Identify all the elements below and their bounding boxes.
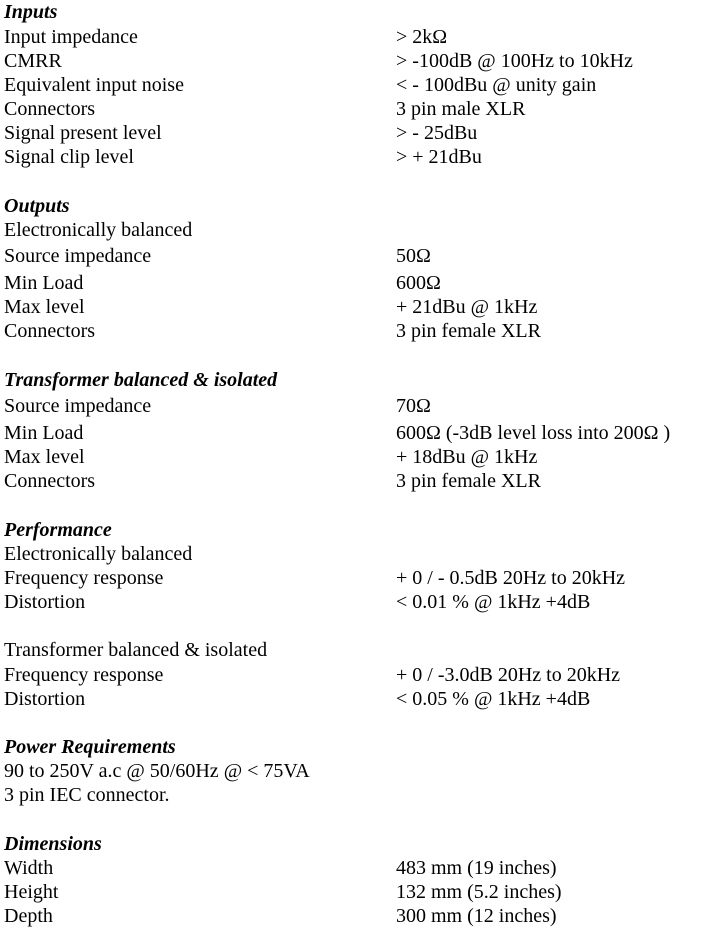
spec-value: > -100dB @ 100Hz to 10kHz: [396, 50, 633, 72]
spec-label: Max level: [4, 446, 85, 468]
spec-label: Source impedance: [4, 245, 152, 267]
spec-value: < - 100dBu @ unity gain: [396, 74, 597, 96]
spec-label: Equivalent input noise: [4, 74, 184, 96]
spec-value: 3 pin female XLR: [396, 320, 541, 342]
spec-label: Connectors: [4, 470, 96, 492]
spec-label: Depth: [4, 905, 53, 927]
performance-electronic-subheading: Electronically balanced: [4, 543, 193, 565]
dimensions-heading: Dimensions: [4, 833, 102, 855]
spec-label: CMRR: [4, 50, 62, 72]
spec-value: 50Ω: [396, 245, 431, 267]
spec-label: Min Load: [4, 272, 84, 294]
performance-heading: Performance: [4, 519, 112, 541]
spec-label: Frequency response: [4, 664, 164, 686]
spec-label: Input impedance: [4, 26, 138, 48]
spec-label: Frequency response: [4, 567, 164, 589]
spec-value: 3 pin male XLR: [396, 98, 526, 120]
spec-value: < 0.01 % @ 1kHz +4dB: [396, 591, 591, 613]
spec-label: Height: [4, 881, 59, 903]
power-line: 3 pin IEC connector.: [4, 784, 170, 806]
spec-label: Signal clip level: [4, 146, 134, 168]
outputs-heading: Outputs: [4, 195, 70, 217]
spec-value: 483 mm (19 inches): [396, 857, 557, 879]
spec-label: Distortion: [4, 688, 86, 710]
spec-value: > + 21dBu: [396, 146, 482, 168]
spec-value: 3 pin female XLR: [396, 470, 541, 492]
performance-transformer-subheading: Transformer balanced & isolated: [4, 639, 268, 661]
spec-label: Source impedance: [4, 395, 152, 417]
power-line: 90 to 250V a.c @ 50/60Hz @ < 75VA: [4, 760, 310, 782]
spec-value: > - 25dBu: [396, 122, 478, 144]
spec-value: > 2kΩ: [396, 26, 448, 48]
spec-label: Connectors: [4, 98, 96, 120]
spec-value: < 0.05 % @ 1kHz +4dB: [396, 688, 591, 710]
transformer-heading: Transformer balanced & isolated: [4, 369, 278, 391]
spec-value: 300 mm (12 inches): [396, 905, 557, 927]
inputs-heading: Inputs: [4, 1, 58, 23]
spec-value: + 21dBu @ 1kHz: [396, 296, 538, 318]
outputs-subheading: Electronically balanced: [4, 219, 193, 241]
spec-value: 600Ω (-3dB level loss into 200Ω ): [396, 422, 671, 444]
power-heading: Power Requirements: [4, 736, 176, 758]
spec-label: Signal present level: [4, 122, 162, 144]
spec-value: + 0 / -3.0dB 20Hz to 20kHz: [396, 664, 621, 686]
spec-value: + 18dBu @ 1kHz: [396, 446, 538, 468]
spec-label: Max level: [4, 296, 85, 318]
spec-label: Min Load: [4, 422, 84, 444]
spec-label: Connectors: [4, 320, 96, 342]
spec-value: 600Ω: [396, 272, 441, 294]
spec-value: + 0 / - 0.5dB 20Hz to 20kHz: [396, 567, 626, 589]
spec-value: 132 mm (5.2 inches): [396, 881, 562, 903]
spec-label: Distortion: [4, 591, 86, 613]
spec-label: Width: [4, 857, 54, 879]
spec-value: 70Ω: [396, 395, 431, 417]
